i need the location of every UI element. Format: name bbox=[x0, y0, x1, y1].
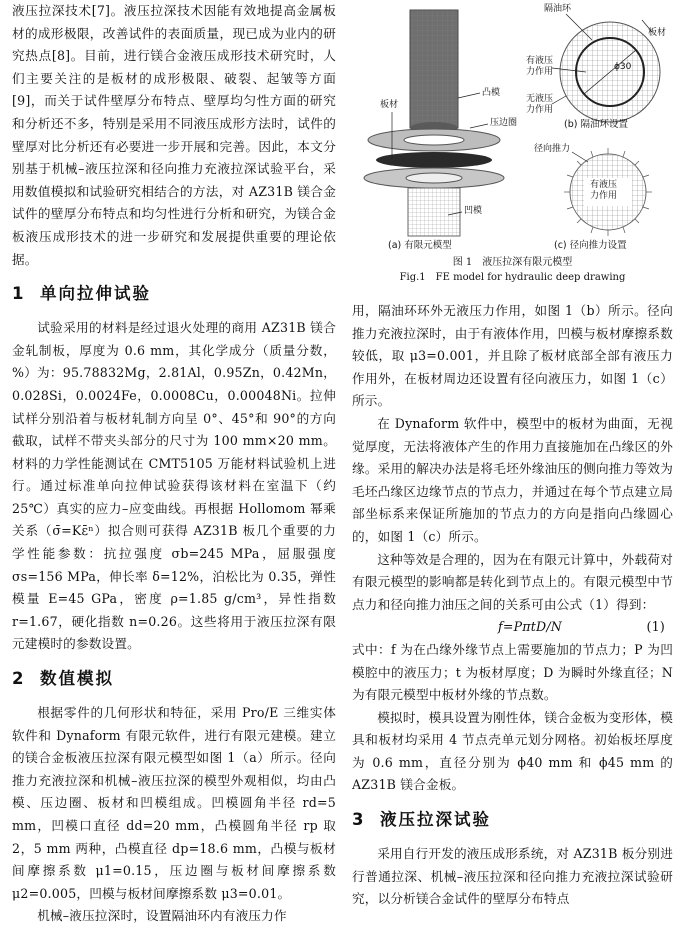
section-1-title: 单向拉伸试验 bbox=[40, 284, 151, 304]
label-oil-ring: 隔油环 bbox=[544, 4, 572, 14]
section-2-paragraph-a: 根据零件的几何形状和特征，采用 Pro/E 三维实体软件和 Dynaform 有限元软件，进行有限元建模。建立的镁合金板液压拉深有限元模型如图 1（a）所示。径向推力充液拉深和机械–液压拉深的模型外观相似，均由凸模、压边圈、板材和凹模组成。凹模圆角半径 rd=5 mm，凹模口直径 dd=20 mm，凸模圆角半径 rp 取 2，5 mm 两种，凸模直径 dp=18.6 mm，凸模与板材间摩擦系数 μ1=0.15，压边圈与板材间摩擦系数 μ2=0.005，凹模与板材间摩擦系数 μ3=0.01。 bbox=[12, 705, 336, 901]
subcaption-c: (c) 径向推力设置 bbox=[554, 240, 627, 251]
intro-paragraph: 液压拉深技术[7]。液压拉深技术因能有效地提高金属板材的成形极限，改善试件的表面质量，现已成为业内的研究热点[8]。目前，进行镁合金液压成形技术研究时，人们主要关注的是板材的成形极限、破裂、起皱等方面[9]，而关于试件壁厚分布特点、壁厚均匀性方面的研究和分析还不多，特别是采用不同液压成形方法时，试件的壁厚对比分析还有必要进一步开展和完善。因此，本文分别基于机械–液压拉深和径向推力充液拉深试验平台，采用数值模拟和试验研究相结合的方法，对 AZ31B 镁合金试件的壁厚分布特点和均匀性进行分析和研究，为镁合金板液压成形技术的进一步研究和发展提供重要的理论依据。 bbox=[12, 3, 336, 267]
label-punch: 凸模 bbox=[482, 88, 501, 98]
section-2-title: 数值模拟 bbox=[40, 669, 114, 689]
label-sheet-b: 板材 bbox=[648, 28, 667, 38]
subcaption-b: (b) 隔油环设置 bbox=[564, 119, 628, 130]
section-2-paragraph-b: 机械–液压拉深时，设置隔油环内有液压力作 bbox=[37, 908, 287, 924]
label-with-pressure-c: 有液压 力作用 bbox=[590, 180, 618, 201]
equation-1-formula: f=PπtD/N bbox=[498, 619, 562, 635]
section-2-number: 2 bbox=[12, 669, 26, 689]
label-die: 凹模 bbox=[464, 206, 483, 216]
section-3-heading bbox=[352, 797, 673, 843]
label-no-pressure: 无液压 力作用 bbox=[526, 94, 554, 115]
section-3-number: 3 bbox=[352, 810, 366, 830]
section-1-paragraph: 试验采用的材料是经过退火处理的商用 AZ31B 镁合金轧制板，厚度为 0.6 mm，其化学成分（质量分数，%）为：95.78832Mg，2.81Al，0.95Zn，0.42Mn，0.028Si，0.0024Fe，0.0008Cu，0.00048Ni。拉伸试样分别沿着与板材轧制方向呈 0°、45°和 90°的方向截取，试样不带夹头部分的尺寸为 100 mm×20 mm。材料的力学性能测试在 CMT5105 万能材料试验机上进行。通过标准单向拉伸试验获得该材料在室温下（约 25℃）真实的应力–应变曲线。再根据 Hollomom 幂乘关系（σ̄=Kε̄ⁿ）拟合则可获得 AZ31B 板几个重要的力学性能参数：抗拉强度 σb=245 MPa，屈服强度 σs=156 MPa，伸长率 δ=12%，泊松比为 0.35，弹性模量 E=45 GPa，密度 ρ=1.85 g/cm³，异性指数 r=1.67，硬化指数 n=0.26。这些将用于液压拉深有限元建模时的参数设置。 bbox=[12, 320, 336, 652]
section-3-title: 液压拉深试验 bbox=[380, 810, 491, 830]
label-blank-holder: 压边圈 bbox=[490, 118, 518, 128]
section-1-heading bbox=[12, 271, 336, 317]
label-radial-thrust: 径向推力 bbox=[534, 144, 571, 154]
section-1-number: 1 bbox=[12, 284, 26, 304]
dynaform-paragraph: 在 Dynaform 软件中，模型中的板材为曲面，无视觉厚度，无法将液体产生的作用力直接施加在凸缘区的外缘。采用的解决办法是将毛坯外缘油压的侧向推力等效为毛坯凸缘区边缘节点的节点力，并通过在每个节点建立局部坐标系来保证所施加的节点力的方向是指向凸缘圆心的，如图 1（c）所示。 bbox=[352, 415, 673, 544]
figure-caption-en: Fig.1 FE model for hydraulic deep drawing bbox=[399, 272, 626, 283]
figure-1-image bbox=[352, 0, 673, 250]
sheet-shape bbox=[376, 152, 492, 168]
equation-1-number: (1) bbox=[646, 619, 665, 635]
continuation-paragraph: 用，隔油环环外无液压力作用，如图 1（b）所示。径向推力充液拉深时，由于有液体作用，凹模与板材摩擦系数较低，取 μ3=0.001，并且除了板材底部全部有液压力作用外，在板材周边还设置有径向液压力，如图 1（c）所示。 bbox=[352, 303, 673, 409]
right-column bbox=[352, 300, 673, 911]
section-3-paragraph: 采用自行开发的液压成形系统，对 AZ31B 板分别进行普通拉深、机械–液压拉深和径向推力充液拉深试验研究，以分析镁合金试件的壁厚分布特点 bbox=[352, 846, 673, 907]
section-2-heading bbox=[12, 656, 336, 702]
figure-caption-cn: 图 1 液压拉深有限元模型 bbox=[452, 257, 573, 268]
label-dimension: ϕ30 bbox=[614, 62, 632, 72]
equivalence-paragraph: 这种等效是合理的，因为在有限元计算中，外载荷对有限元模型的影响都是转化到节点上的。有限元模型中节点力和径向推力油压之间的关系可由公式（1）得到： bbox=[352, 551, 673, 612]
simulation-paragraph: 模拟时，模具设置为刚性体，镁合金板为变形体，模具和板材均采用 4 节点壳单元划分网格。初始板坯厚度为 0.6 mm，直径分别为 ϕ40 mm 和 ϕ45 mm 的 AZ31B 镁合金板。 bbox=[352, 709, 673, 793]
subcaption-a: (a) 有限元模型 bbox=[388, 240, 452, 251]
label-with-pressure: 有液压 力作用 bbox=[526, 56, 554, 77]
where-paragraph: 式中：f 为在凸缘外缘节点上需要施加的节点力；P 为凹模腔中的液压力；t 为板材厚度；D 为瞬时外缘直径；N 为有限元模型中板材外缘的节点数。 bbox=[352, 641, 673, 703]
left-column bbox=[12, 0, 336, 928]
figure-1 bbox=[352, 0, 673, 286]
die-shape bbox=[408, 188, 460, 236]
equation-1 bbox=[352, 616, 673, 639]
label-sheet: 板材 bbox=[380, 100, 399, 110]
